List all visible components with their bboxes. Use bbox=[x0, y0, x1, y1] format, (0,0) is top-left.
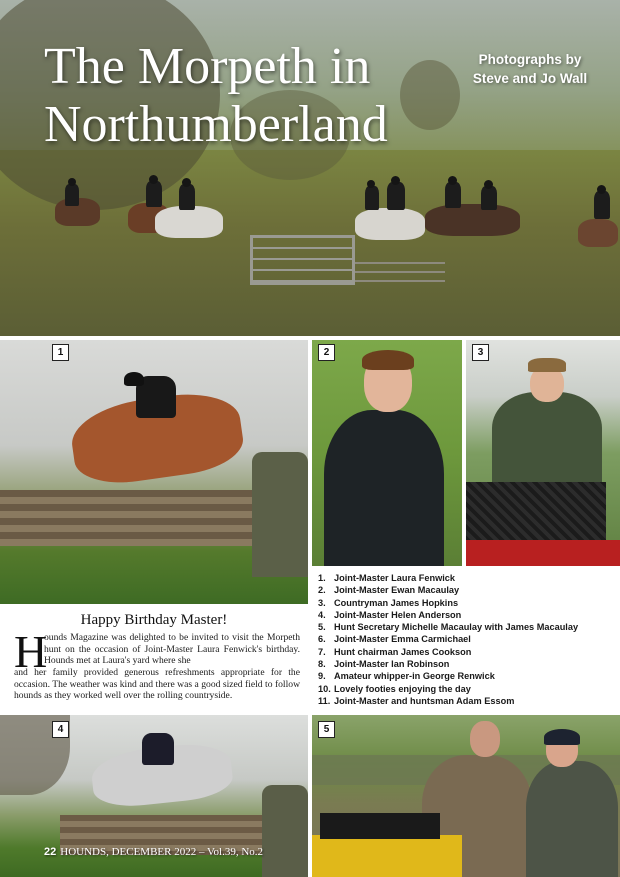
photo-5-quad-bike bbox=[312, 835, 462, 877]
photo-3 bbox=[466, 340, 620, 566]
hero-gate bbox=[250, 235, 355, 285]
hero-rails bbox=[355, 255, 445, 283]
caption-item: 9. Amateur whipper-in George Renwick bbox=[318, 671, 495, 682]
photo-5 bbox=[312, 715, 620, 877]
caption-item: 7. Hunt chairman James Cookson bbox=[318, 646, 472, 657]
caption-list bbox=[318, 572, 618, 707]
photo-number-badge: 3 bbox=[472, 344, 489, 361]
photo-5-person-right bbox=[526, 761, 618, 877]
page-footer bbox=[44, 846, 304, 858]
photo-2 bbox=[312, 340, 462, 566]
photo-2-hair bbox=[362, 350, 414, 370]
photo-1-stone-post bbox=[252, 452, 308, 577]
article-headline: Happy Birthday Master! bbox=[80, 612, 228, 628]
photo-3-flat-cap bbox=[528, 358, 566, 372]
photo-4-stone-post bbox=[262, 785, 308, 877]
photo-3-quad-bike bbox=[466, 540, 620, 566]
drop-cap: H bbox=[14, 626, 48, 677]
caption-item: 2. Joint-Master Ewan Macaulay bbox=[318, 585, 460, 596]
photo-4-rider bbox=[142, 733, 174, 765]
article-body-rest: and her family provided generous refreshments appropriate for the occasion. The weather was kind and there was a good sized field to follow hounds as they worked well over the rolling countryside. bbox=[14, 667, 300, 702]
caption-item: 3. Countryman James Hopkins bbox=[318, 597, 459, 608]
caption-item: 4. Joint-Master Helen Anderson bbox=[318, 609, 462, 620]
page-number: 22 bbox=[44, 846, 57, 858]
article-body-first: ounds Magazine was delighted to be invited to visit the Morpeth hunt on the occasion of Joint-Master Laura Fenwick's birthday. Hounds met at Laura's yard where she bbox=[44, 632, 300, 667]
photo-5-rack bbox=[320, 813, 440, 839]
caption-item: 6. Joint-Master Emma Carmichael bbox=[318, 634, 471, 645]
caption-item: 1. Joint-Master Laura Fenwick bbox=[318, 573, 455, 583]
photo-number-badge: 4 bbox=[52, 721, 69, 738]
photo-number-badge: 2 bbox=[318, 344, 335, 361]
caption-item: 11. Joint-Master and huntsman Adam Essom bbox=[318, 695, 515, 706]
photo-1 bbox=[0, 340, 308, 604]
photo-1-helmet bbox=[124, 372, 144, 386]
photo-credit: Photographs by Steve and Jo Wall bbox=[472, 52, 588, 86]
photo-number-badge: 5 bbox=[318, 721, 335, 738]
photo-2-jacket bbox=[324, 410, 444, 566]
photo-1-fence bbox=[0, 490, 255, 546]
caption-item: 5. Hunt Secretary Michelle Macaulay with James Macaulay bbox=[318, 622, 579, 633]
photo-5-hat bbox=[544, 729, 580, 745]
article-title: The Morpeth in Northumberland bbox=[44, 38, 388, 153]
photo-5-face-left bbox=[470, 721, 500, 757]
photo-number-badge: 1 bbox=[52, 344, 69, 361]
caption-item: 8. Joint-Master Ian Robinson bbox=[318, 659, 450, 670]
caption-item: 10. Lovely footies enjoying the day bbox=[318, 683, 471, 694]
photo-3-jacket bbox=[492, 392, 602, 482]
publication-line: HOUNDS, DECEMBER 2022 – Vol.39, No.2 bbox=[60, 846, 264, 858]
